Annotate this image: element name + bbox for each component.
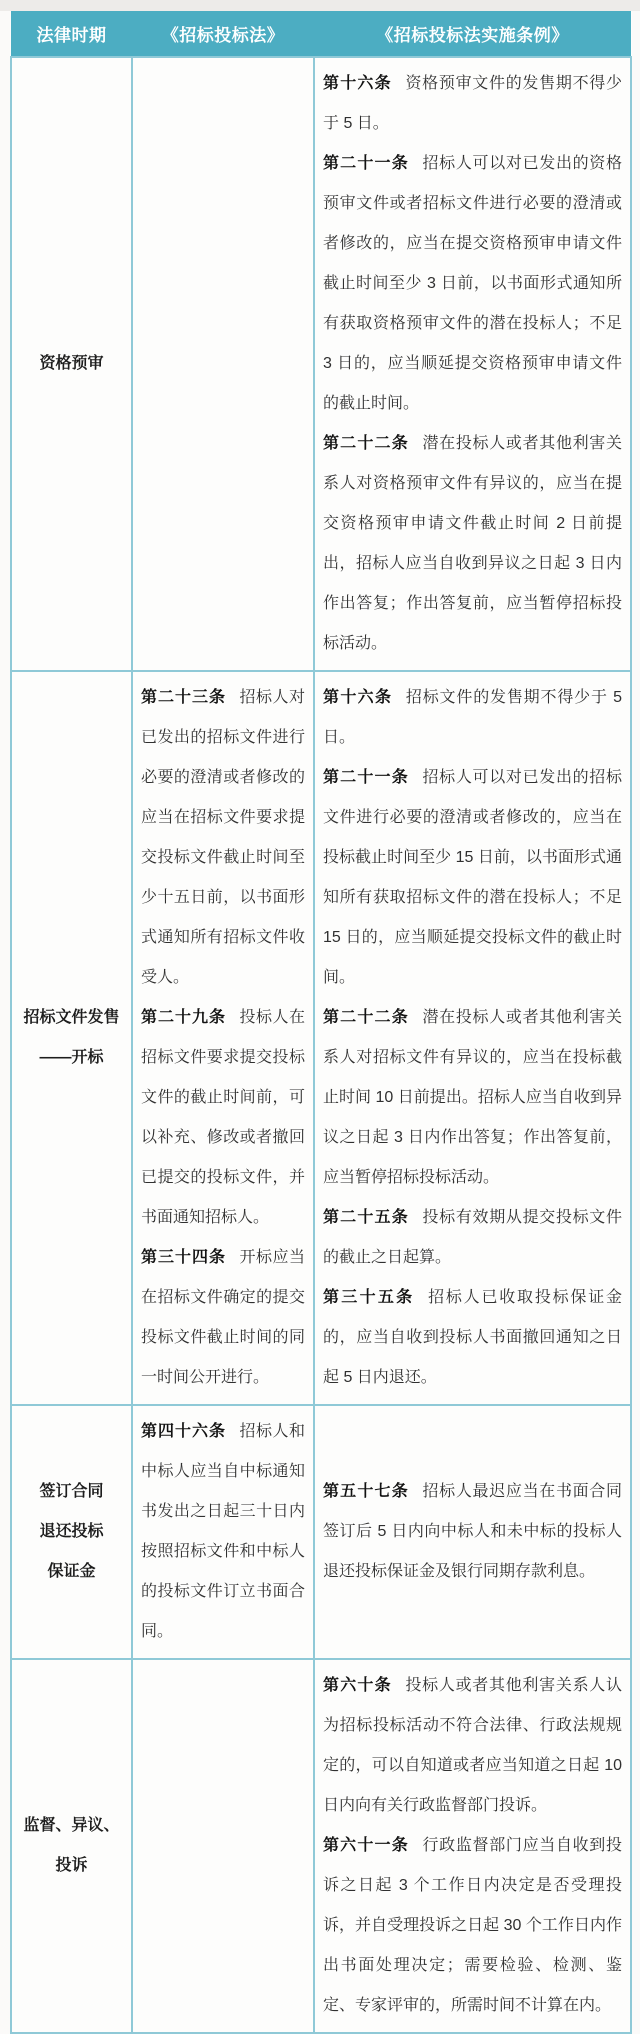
article-number: 第二十三条 — [141, 689, 226, 706]
period-label: 退还投标 — [39, 1523, 104, 1540]
table-row — [11, 671, 631, 1405]
article-number: 第二十九条 — [141, 1009, 226, 1026]
header-col-law: 《招标投标法》 — [132, 11, 314, 57]
table-header — [11, 11, 631, 57]
table-row — [11, 1405, 631, 1659]
article-text: 潜在投标人或者其他利害关系人对资格预审文件有异议的，应当在提交资格预审申请文件截止时间 2 日前提出，招标人应当自收到异议之日起 3 日内作出答复；作出答复前，应当暂停招标投标活动。 — [323, 435, 622, 652]
header-col-regulation: 《招标投标法实施条例》 — [314, 11, 631, 57]
article-paragraph — [323, 64, 622, 144]
top-margin-strip — [0, 0, 640, 11]
law-cell — [132, 57, 314, 671]
law-cell — [132, 671, 314, 1405]
article-number: 第十六条 — [323, 75, 392, 92]
article-number: 第二十一条 — [323, 769, 409, 786]
header-row — [11, 11, 631, 57]
article-text: 招标文件的发售期不得少于 5 日。 — [323, 689, 622, 746]
period-label: 招标文件发售 — [23, 1009, 120, 1026]
period-label: 资格预审 — [39, 355, 104, 372]
article-number: 第五十七条 — [323, 1483, 409, 1500]
article-text: 招标人已收取投标保证金的，应当自收到投标人书面撤回通知之日起 5 日内退还。 — [323, 1289, 622, 1386]
table-row — [11, 57, 631, 671]
article-text: 招标人对已发出的招标文件进行必要的澄清或者修改的 应当在招标文件要求提交投标文件截止时间至少十五日前，以书面形式通知所有招标文件收受人。 — [141, 689, 305, 986]
article-paragraph — [323, 144, 622, 424]
period-label: 监督、异议、投诉 — [23, 1817, 120, 1874]
article-paragraph — [323, 424, 622, 664]
article-paragraph — [141, 1238, 305, 1398]
article-number: 第二十五条 — [323, 1209, 409, 1226]
article-text: 招标人可以对已发出的资格预审文件或者招标文件进行必要的澄清或者修改的，应当在提交资格预审申请文件截止时间至少 3 日前，以书面形式通知所有获取资格预审文件的潜在投标人；不足 3 日的，应当顺延提交资格预审申请文件的截止时间。 — [323, 155, 622, 412]
period-cell — [11, 1659, 132, 2033]
article-number: 第六十一条 — [323, 1837, 409, 1854]
article-text: 投标人在招标文件要求提交投标文件的截止时间前，可以补充、修改或者撤回已提交的投标文件，并书面通知招标人。 — [141, 1009, 305, 1226]
period-cell — [11, 57, 132, 671]
article-number: 第二十二条 — [323, 1009, 409, 1026]
article-paragraph — [141, 1412, 305, 1652]
article-paragraph — [323, 678, 622, 758]
article-text: 招标人最迟应当在书面合同签订后 5 日内向中标人和未中标的投标人退还投标保证金及银行同期存款利息。 — [323, 1483, 622, 1580]
article-number: 第四十六条 — [141, 1423, 226, 1440]
regulation-cell — [314, 671, 631, 1405]
regulation-cell — [314, 1659, 631, 2033]
article-paragraph — [323, 758, 622, 998]
table-row — [11, 1659, 631, 2033]
article-paragraph — [141, 998, 305, 1238]
article-number: 第六十条 — [323, 1677, 392, 1694]
article-number: 第三十五条 — [323, 1289, 415, 1306]
table-body — [11, 57, 631, 2033]
period-label: 签订合同 — [39, 1483, 104, 1500]
law-comparison-table — [10, 11, 632, 2034]
article-text: 投标人或者其他利害关系人认为招标投标活动不符合法律、行政法规规定的，可以自知道或者应当知道之日起 10 日内向有关行政监督部门投诉。 — [323, 1677, 622, 1814]
article-text: 投标有效期从提交投标文件的截止之日起算。 — [323, 1209, 622, 1266]
article-paragraph — [323, 1278, 622, 1398]
law-cell — [132, 1405, 314, 1659]
article-text: 潜在投标人或者其他利害关系人对招标文件有异议的，应当在投标截止时间 10 日前提出。招标人应当自收到异议之日起 3 日内作出答复；作出答复前，应当暂停招标投标活动。 — [323, 1009, 622, 1186]
article-text: 招标人和中标人应当自中标通知书发出之日起三十日内 按照招标文件和中标人的投标文件订立书面合同。 — [141, 1423, 305, 1640]
article-number: 第三十四条 — [141, 1249, 226, 1266]
law-cell — [132, 1659, 314, 2033]
article-paragraph — [323, 1826, 622, 2026]
article-paragraph — [323, 1198, 622, 1278]
table-wrapper — [0, 11, 640, 2034]
regulation-cell — [314, 57, 631, 671]
article-paragraph — [323, 1666, 622, 1826]
article-number: 第二十一条 — [323, 155, 409, 172]
period-cell — [11, 1405, 132, 1659]
regulation-cell — [314, 1405, 631, 1659]
period-cell — [11, 671, 132, 1405]
period-label: 保证金 — [47, 1563, 96, 1580]
article-paragraph — [323, 1472, 622, 1592]
header-col-period: 法律时期 — [11, 11, 132, 57]
article-paragraph — [141, 678, 305, 998]
article-number: 第二十二条 — [323, 435, 409, 452]
period-label: ——开标 — [39, 1049, 104, 1066]
article-number: 第十六条 — [323, 689, 393, 706]
article-paragraph — [323, 998, 622, 1198]
article-text: 开标应当在招标文件确定的提交投标文件截止时间的同一时间公开进行。 — [141, 1249, 305, 1386]
article-text: 招标人可以对已发出的招标文件进行必要的澄清或者修改的，应当在投标截止时间至少 15 日前，以书面形式通知所有获取招标文件的潜在投标人；不足 15 日的，应当顺延提交投标文件的截止时间。 — [323, 769, 622, 986]
article-text: 资格预审文件的发售期不得少于 5 日。 — [323, 75, 622, 132]
article-text: 行政监督部门应当自收到投诉之日起 3 个工作日内决定是否受理投诉，并自受理投诉之日起 30 个工作日内作出书面处理决定；需要检验、检测、鉴定、专家评审的，所需时间不计算在内。 — [323, 1837, 622, 2014]
